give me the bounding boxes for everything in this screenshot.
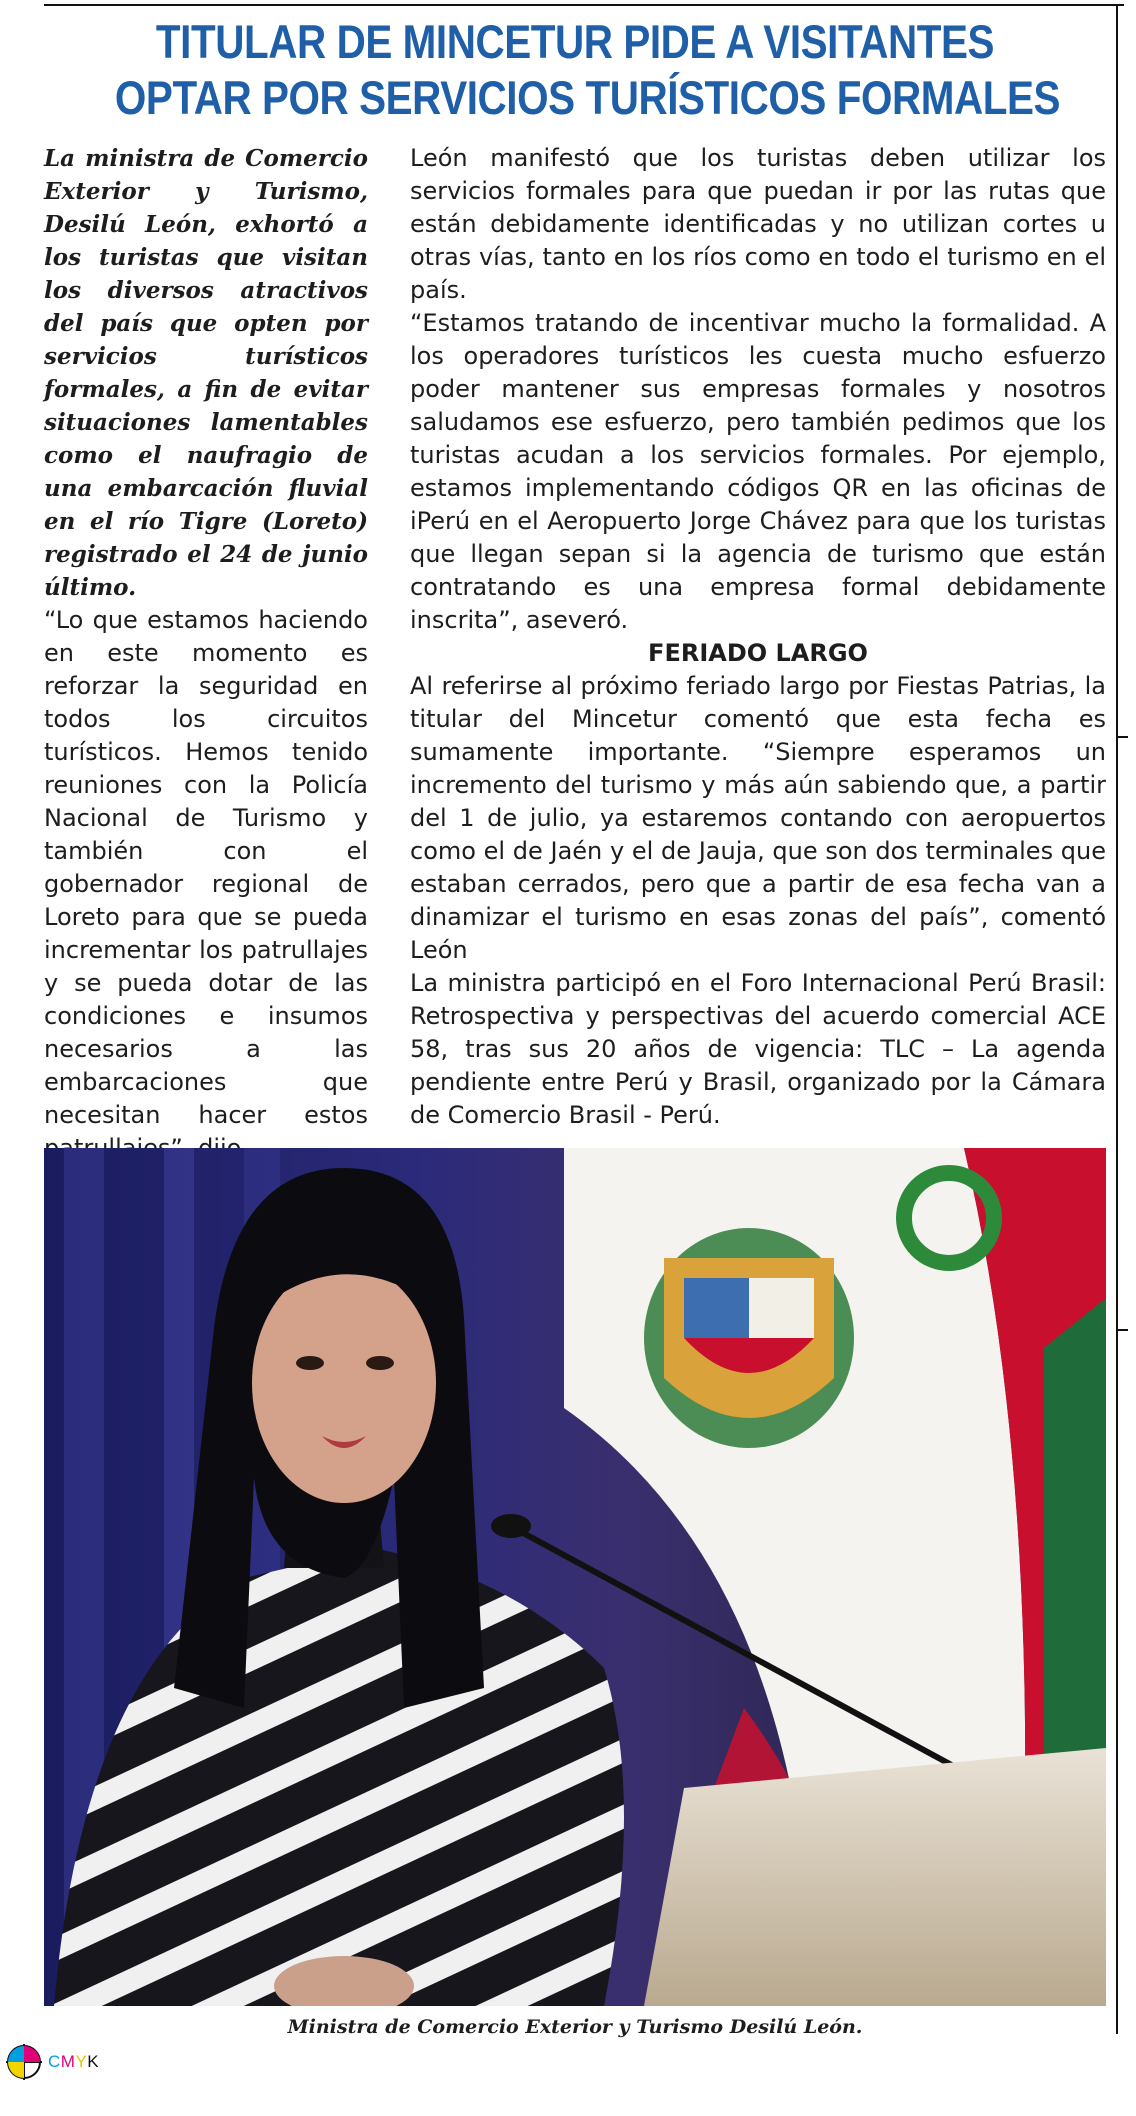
paragraph-2: “Estamos tratando de incentivar mucho la formalidad. A los operadores turísticos les cuesta mucho esfuerzo poder mantener sus empresas formales y nosotros saludamos ese esfuerzo, pero también pedimos que los turistas acudan a los servicios formales. Por ejemplo, estamos implementando códigos QR en las oficinas de iPerú en el Aeropuerto Jorge Chávez para que los turistas que llegan sepan si la agencia de turismo que están contratando es una empresa formal debidamente inscrita”, aseveró. bbox=[410, 309, 1106, 634]
article-photo bbox=[44, 1148, 1106, 2006]
cmyk-c: C bbox=[48, 2052, 61, 2071]
left-quote-paragraph: “Lo que estamos haciendo en este momento es reforzar la seguridad en todos los circuitos turísticos. Hemos tenido reuniones con la Policía Nacional de Turismo y también con el gobernador regional de Loreto para que se pueda incrementar los patrullajes y se pueda dotar de las condiciones e insumos necesarios a las embarcaciones que necesitan hacer estos bbox=[44, 606, 368, 1129]
headline-line-1: TITULAR DE MINCETUR PIDE A VISITANTES bbox=[155, 15, 995, 68]
section-subhead: FERIADO LARGO bbox=[648, 639, 868, 667]
cmyk-k: K bbox=[87, 2052, 100, 2071]
photo-caption: Ministra de Comercio Exterior y Turismo Desilú León. bbox=[287, 2016, 863, 2038]
cmyk-m: M bbox=[60, 2052, 76, 2071]
right-column bbox=[410, 142, 1106, 1132]
margin-tick bbox=[1116, 736, 1128, 738]
headline-line-2: OPTAR POR SERVICIOS TURÍSTICOS FORMALES bbox=[114, 71, 1061, 124]
left-column bbox=[44, 142, 368, 1165]
paragraph-1: León manifestó que los turistas deben utilizar los servicios formales para que puedan ir por las rutas que están debidamente identificadas y no utilizan cortes u otras vías, tanto en los ríos como en todo el turismo en el país. bbox=[410, 144, 1106, 304]
minister-photo-illustration bbox=[44, 1148, 1106, 2006]
right-margin-rule bbox=[1116, 4, 1118, 2034]
paragraph-3: Al referirse al próximo feriado largo por Fiestas Patrias, la titular del Mincetur comentó que esta fecha es sumamente importante. “Siempre esperamos un incremento del turismo y más aún sabiendo que, a partir del 1 de julio, ya estaremos contando con aeropuertos como el de Jaén y el de Jauja, que son dos terminales que estaban cerrados, pero que a partir de esa fecha van a dinamizar el turismo en esas zonas del país”, comentó León bbox=[410, 672, 1106, 964]
cmyk-label bbox=[48, 2052, 99, 2072]
cmyk-y: Y bbox=[75, 2052, 88, 2071]
paragraph-4: La ministra participó en el Foro Internacional Perú Brasil: Retrospectiva y perspectivas del acuerdo comercial ACE 58, tras sus 20 años de vigencia: TLC – La agenda pendiente entre Perú y Brasil, organizado por la Cámara de Comercio Brasil - Perú. bbox=[410, 969, 1106, 1129]
registration-mark-icon bbox=[4, 2042, 44, 2082]
top-rule bbox=[44, 4, 1124, 6]
headline bbox=[114, 14, 1061, 126]
margin-tick bbox=[1116, 1329, 1128, 1331]
article-lead: La ministra de Comercio Exterior y Turismo, Desilú León, exhortó a los turistas que visitan los diversos atractivos del país que opten por servicios turísticos formales, a fin de evitar situaciones lamentables como el naufragio de una embarcación fluvial en el río Tigre (Loreto) registrado el 24 de junio último. bbox=[44, 145, 368, 601]
